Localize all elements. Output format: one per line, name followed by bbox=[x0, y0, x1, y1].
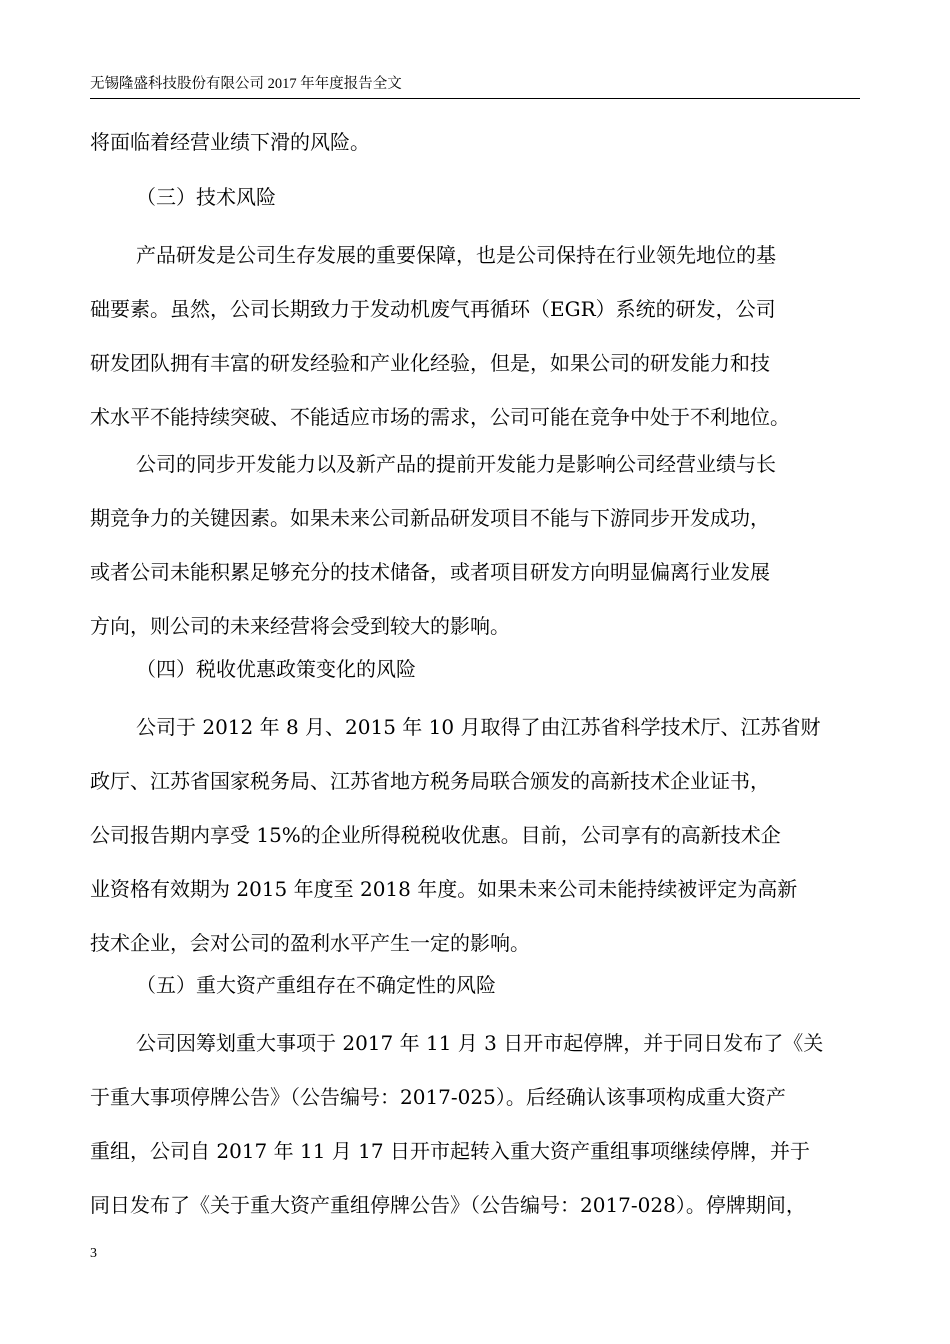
section-heading-restructure-risk: （五）重大资产重组存在不确定性的风险 bbox=[136, 973, 496, 997]
text-line: 业资格有效期为 2015 年度至 2018 年度。如果未来公司未能持续被评定为高新 bbox=[90, 877, 798, 901]
text-line: 公司因筹划重大事项于 2017 年 11 月 3 日开市起停牌，并于同日发布了《关 bbox=[136, 1031, 824, 1055]
tech-risk-paragraph-1 bbox=[90, 228, 860, 444]
section-heading-tax-risk: （四）税收优惠政策变化的风险 bbox=[136, 657, 416, 681]
text-line: 术水平不能持续突破、不能适应市场的需求，公司可能在竞争中处于不利地位。 bbox=[90, 405, 790, 429]
text-line: 期竞争力的关键因素。如果未来公司新品研发项目不能与下游同步开发成功， bbox=[90, 506, 770, 530]
restructure-risk-paragraph bbox=[90, 1016, 860, 1232]
tax-risk-paragraph bbox=[90, 700, 860, 970]
text-line: 技术企业，会对公司的盈利水平产生一定的影响。 bbox=[90, 931, 530, 955]
text-line: 公司报告期内享受 15%的企业所得税税收优惠。目前，公司享有的高新技术企 bbox=[90, 823, 781, 847]
text-line: 将面临着经营业绩下滑的风险。 bbox=[90, 130, 370, 154]
text-line: 同日发布了《关于重大资产重组停牌公告》（公告编号：2017-028）。停牌期间， bbox=[90, 1193, 806, 1217]
page-header bbox=[90, 74, 860, 99]
page-number: 3 bbox=[90, 1246, 97, 1261]
text-line: 公司于 2012 年 8 月、2015 年 10 月取得了由江苏省科学技术厅、江苏省财 bbox=[136, 715, 821, 739]
tech-risk-paragraph-2 bbox=[90, 437, 860, 653]
text-line: 产品研发是公司生存发展的重要保障，也是公司保持在行业领先地位的基 bbox=[136, 243, 776, 267]
section-heading-tech-risk: （三）技术风险 bbox=[136, 185, 276, 209]
header-title: 无锡隆盛科技股份有限公司 2017 年年度报告全文 bbox=[90, 76, 402, 92]
text-line: 重组，公司自 2017 年 11 月 17 日开市起转入重大资产重组事项继续停牌，并于 bbox=[90, 1139, 810, 1163]
text-line: 方向，则公司的未来经营将会受到较大的影响。 bbox=[90, 614, 510, 638]
text-line: 础要素。虽然，公司长期致力于发动机废气再循环（EGR）系统的研发，公司 bbox=[90, 297, 776, 321]
text-line: 政厅、江苏省国家税务局、江苏省地方税务局联合颁发的高新技术企业证书， bbox=[90, 769, 770, 793]
text-line: 或者公司未能积累足够充分的技术储备，或者项目研发方向明显偏离行业发展 bbox=[90, 560, 770, 584]
carry-over-paragraph bbox=[90, 115, 860, 169]
text-line: 公司的同步开发能力以及新产品的提前开发能力是影响公司经营业绩与长 bbox=[136, 452, 776, 476]
text-line: 研发团队拥有丰富的研发经验和产业化经验，但是，如果公司的研发能力和技 bbox=[90, 351, 770, 375]
text-line: 于重大事项停牌公告》（公告编号：2017-025）。后经确认该事项构成重大资产 bbox=[90, 1085, 786, 1109]
